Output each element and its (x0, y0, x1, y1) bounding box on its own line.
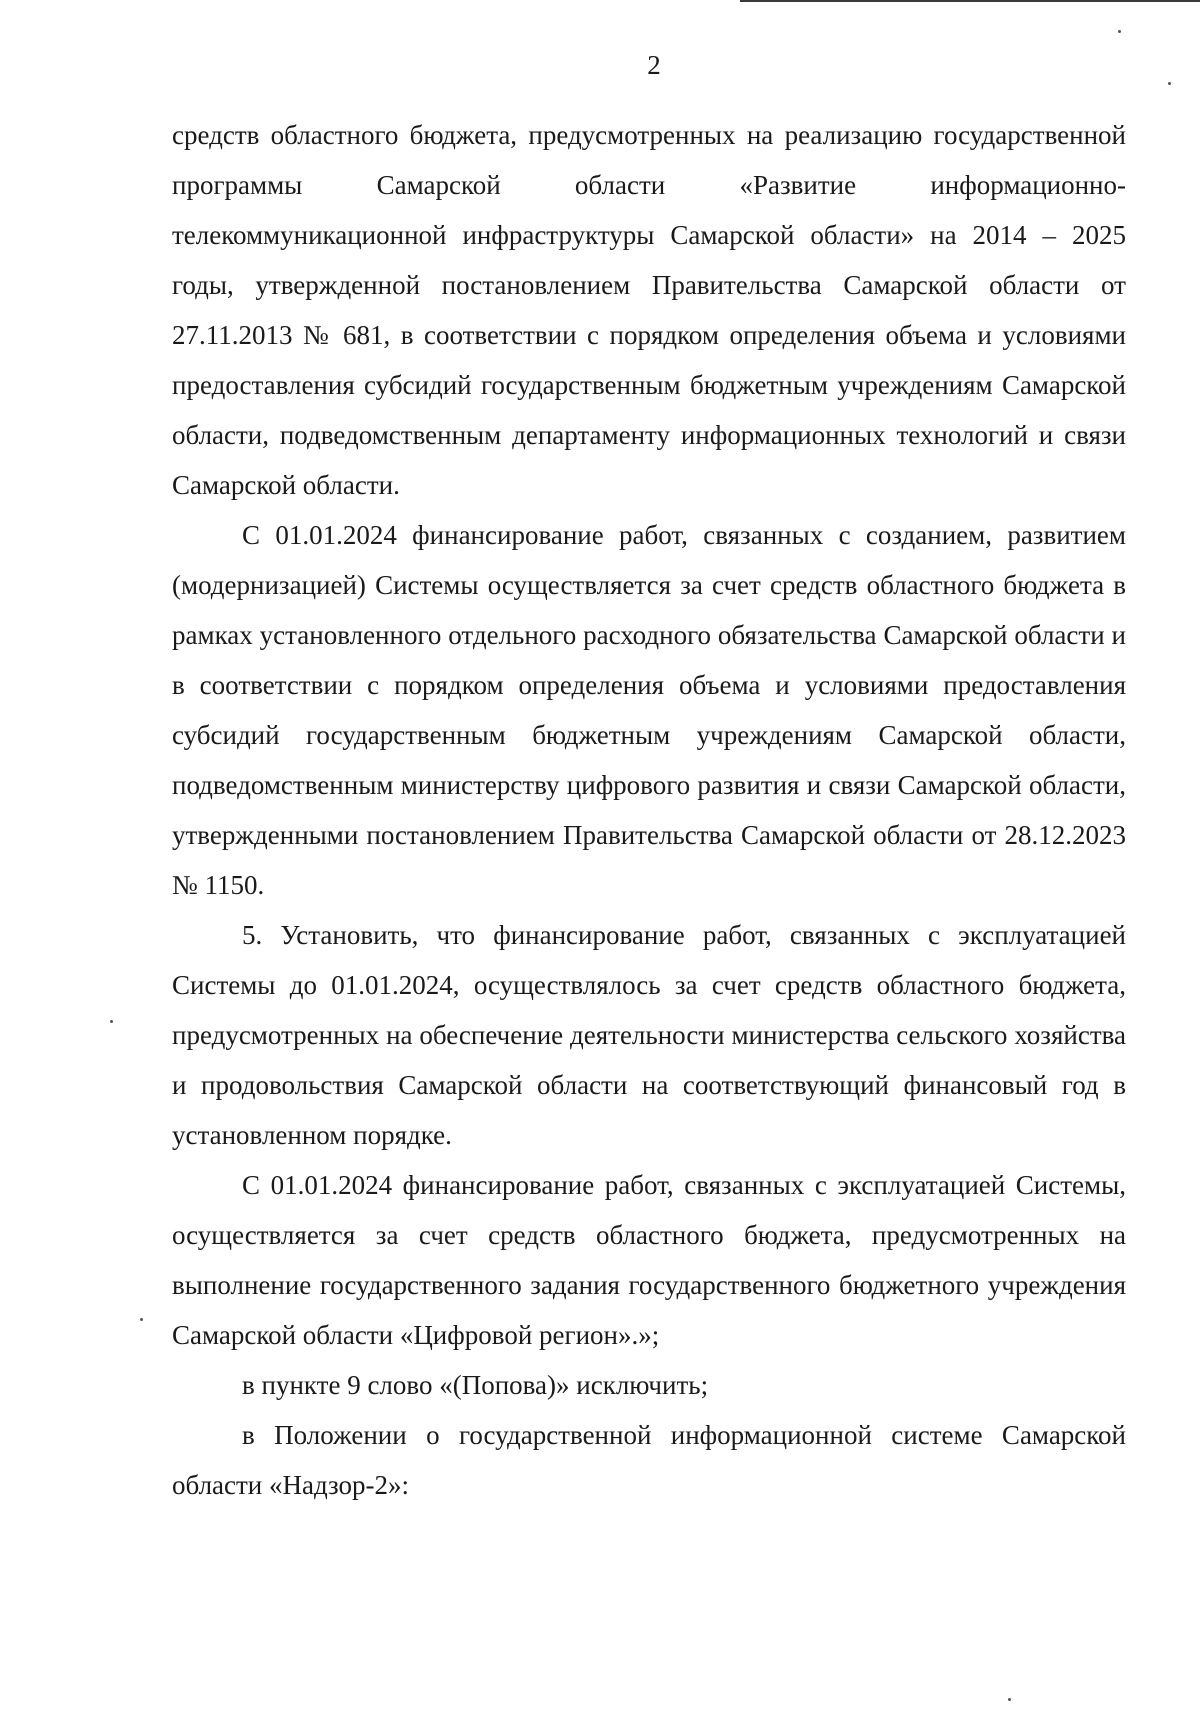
paragraph-6: в Положении о государственной информационной системе Самарской области «Надзор-2»: (172, 1420, 1126, 1500)
paragraph-5: в пункте 9 слово «(Попова)» исключить; (242, 1370, 709, 1400)
paragraph-4: С 01.01.2024 финансирование работ, связанных с эксплуатацией Системы, осуществляется за счет средств областного бюджета, предусмотренных на выполнение государственного задания государственного бюджетного учреждения Самарской области «Цифровой регион».»; (172, 1170, 1126, 1350)
paragraph-3: 5. Установить, что финансирование работ, связанных с эксплуатацией Системы до 01.01.2024, осуществлялось за счет средств областного бюджета, предусмотренных на обеспечение деятельности министерства сельского хозяйства и продовольствия Самарской области на соответствующий финансовый год в установленном порядке. (172, 920, 1126, 1150)
scan-speck (1118, 30, 1121, 33)
paragraph-2: С 01.01.2024 финансирование работ, связанных с созданием, развитием (модернизацией) Системы осуществляется за счет средств областного бюджета в рамках установленного отдельного расходного обязательства Самарской области и в соответствии с порядком определения объема и условиями предоставления субсидий государственным бюджетным учреждениям Самарской области, подведомственным министерству цифрового развития и связи Самарской области, утвержденными постановлением Правительства Самарской области от 28.12.2023 № 1150. (172, 520, 1126, 900)
scan-speck (1008, 1698, 1011, 1701)
document-body (172, 110, 1126, 1510)
page-number: 2 (647, 50, 661, 80)
scan-top-edge-line (740, 0, 1200, 2)
scan-speck (110, 1020, 113, 1023)
scan-speck (1168, 82, 1171, 85)
paragraph-1: средств областного бюджета, предусмотренных на реализацию государственной программы Самарской области «Развитие информационно-телекоммуникационной инфраструктуры Самарской области» на 2014 – 2025 годы, утвержденной постановлением Правительства Самарской области от 27.11.2013 № 681, в соответствии с порядком определения объема и условиями предоставления субсидий государственным бюджетным учреждениям Самарской области, подведомственным департаменту информационных технологий и связи Самарской области. (172, 120, 1126, 500)
scan-speck (140, 1318, 143, 1321)
